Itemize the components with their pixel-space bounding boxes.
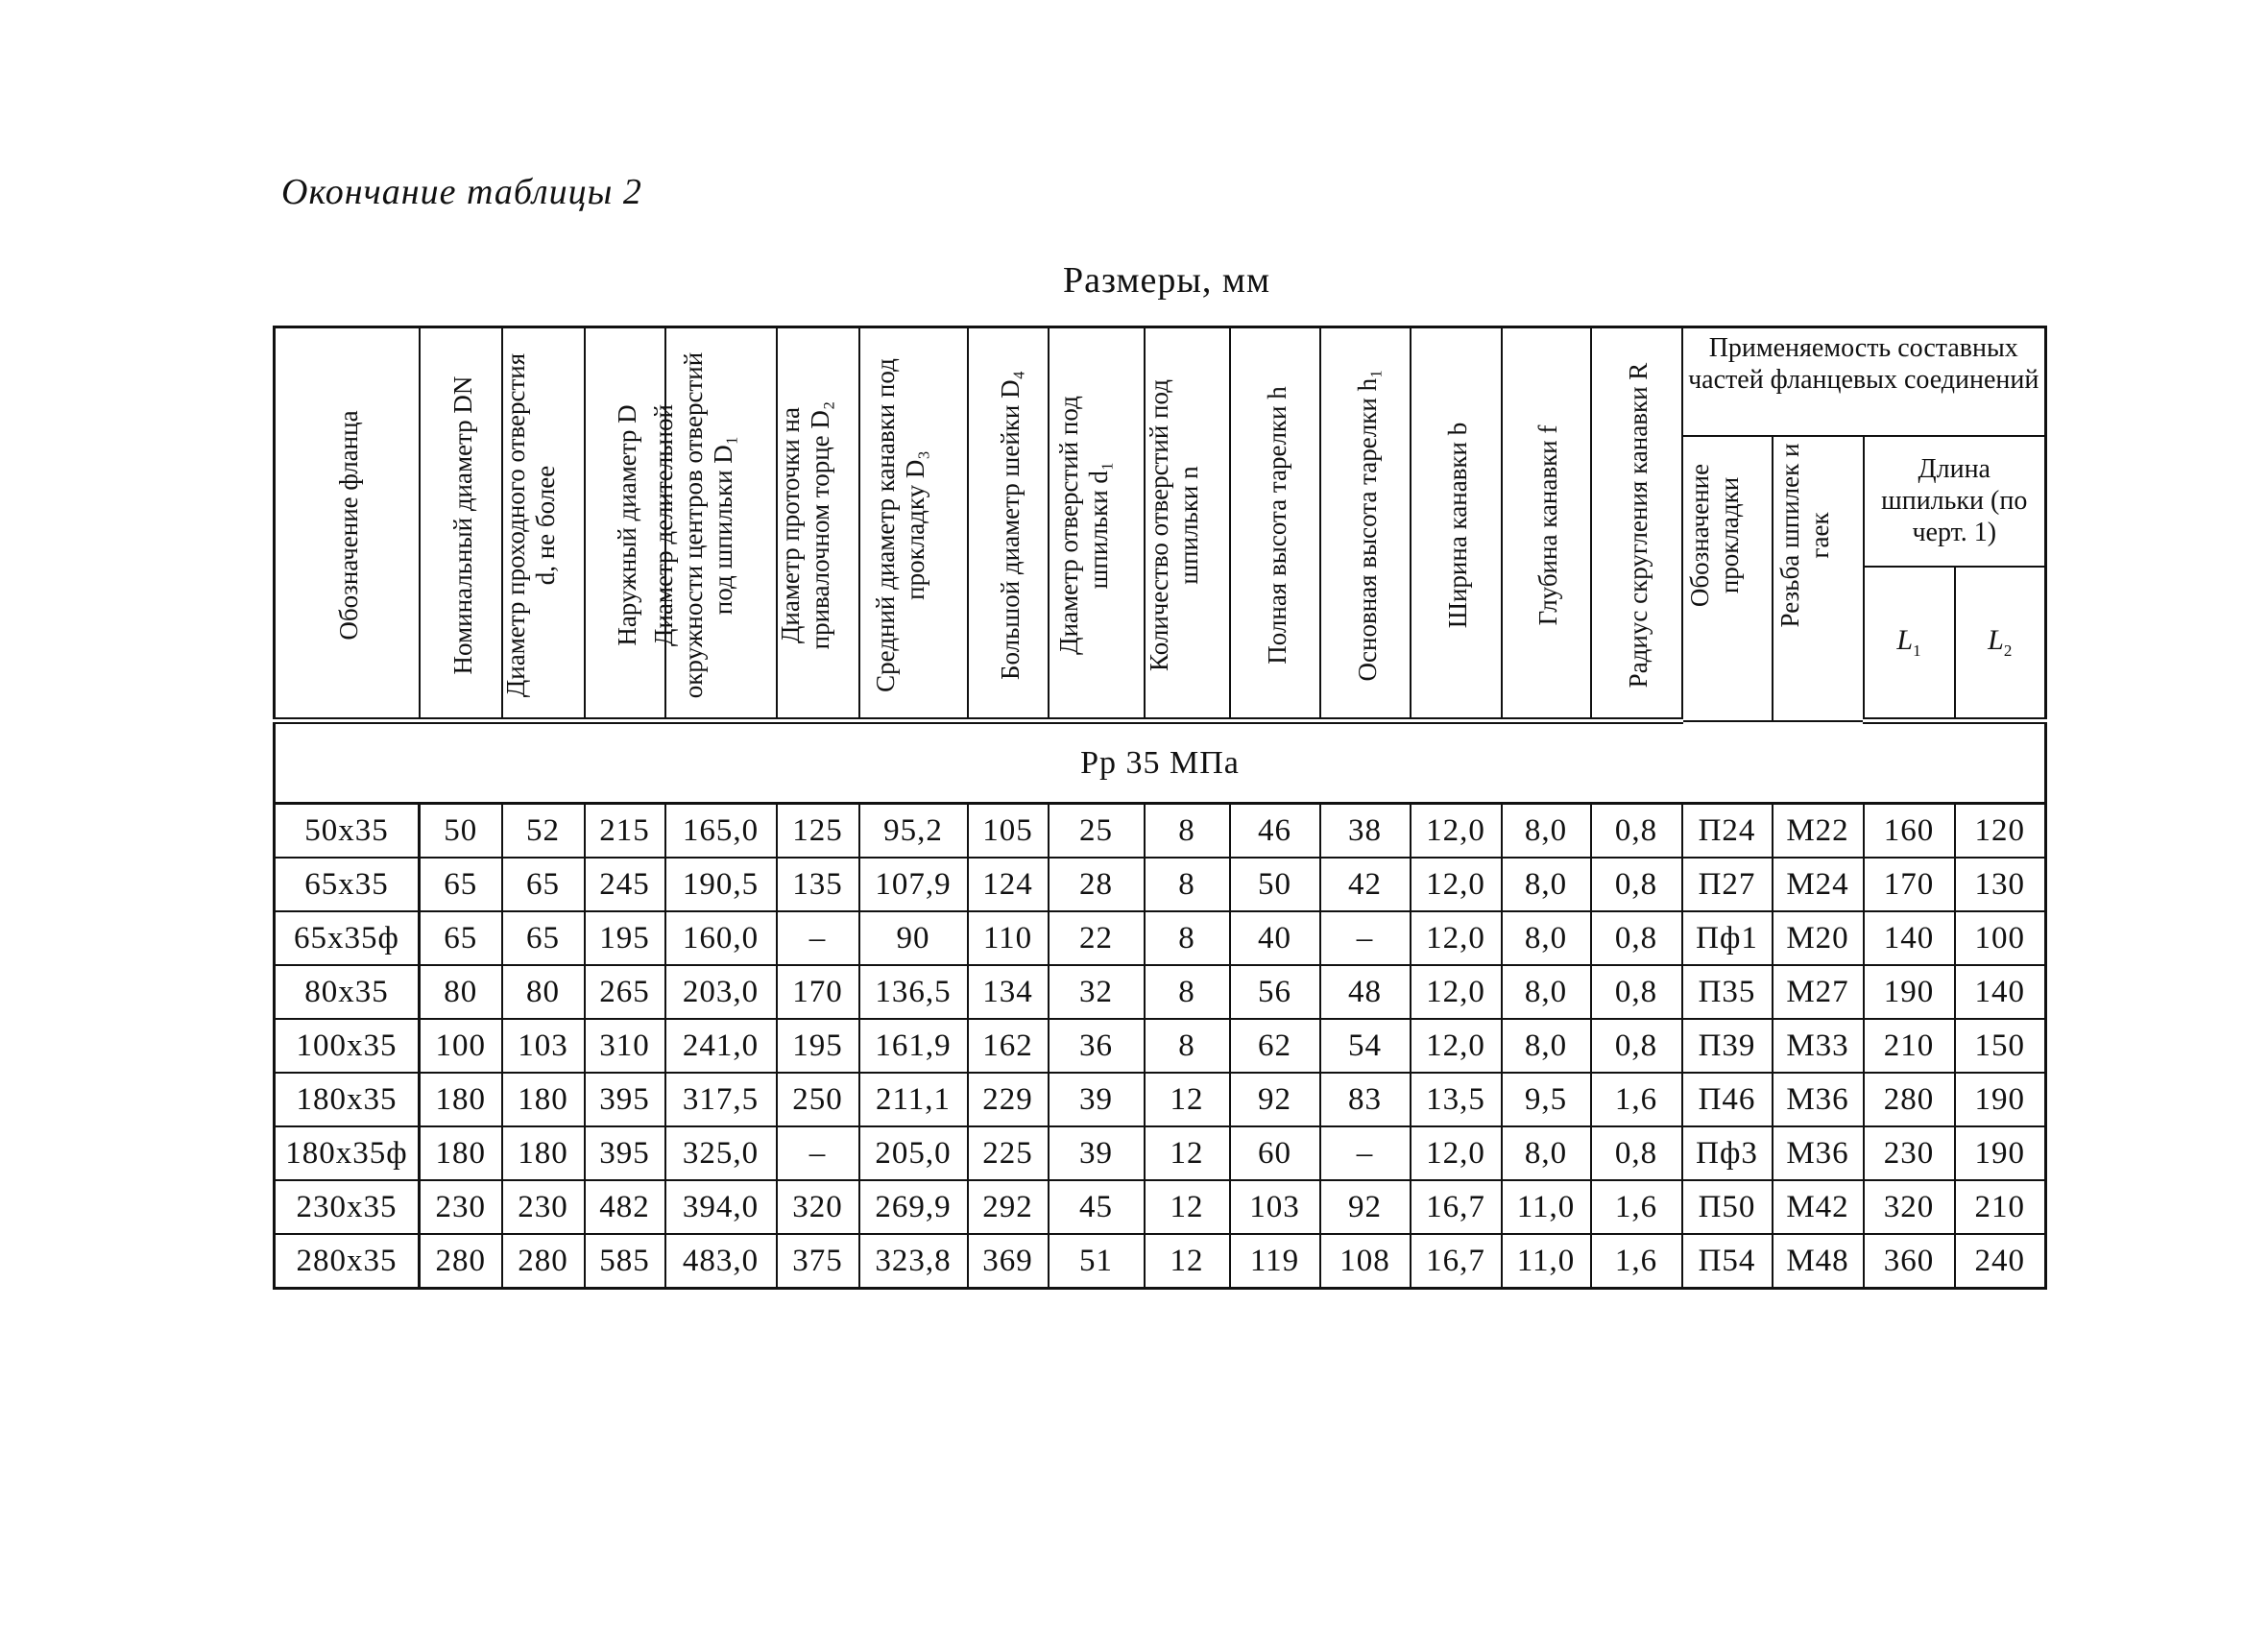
table-cell: 103 bbox=[502, 1019, 585, 1073]
table-cell: 8,0 bbox=[1502, 911, 1591, 965]
table-cell: 482 bbox=[585, 1180, 665, 1234]
table-cell: 22 bbox=[1049, 911, 1145, 965]
table-cell: 8 bbox=[1145, 804, 1230, 859]
table-cell: 8,0 bbox=[1502, 1019, 1591, 1073]
table-cell: 51 bbox=[1049, 1234, 1145, 1289]
table-cell: 195 bbox=[585, 911, 665, 965]
table-cell: 280 bbox=[1864, 1073, 1955, 1126]
table-cell: 103 bbox=[1230, 1180, 1320, 1234]
header-plate-full-height: Полная высота тарелки h bbox=[1230, 327, 1320, 721]
table-cell: 210 bbox=[1864, 1019, 1955, 1073]
table-cell: 120 bbox=[1955, 804, 2046, 859]
table-cell: 483,0 bbox=[665, 1234, 777, 1289]
table-cell: 52 bbox=[502, 804, 585, 859]
table-cell: П39 bbox=[1682, 1019, 1773, 1073]
table-cell: 320 bbox=[777, 1180, 859, 1234]
table-cell: 265 bbox=[585, 965, 665, 1019]
flange-designation-cell: 80x35 bbox=[275, 965, 420, 1019]
table-cell: 310 bbox=[585, 1019, 665, 1073]
header-neck-diameter: Большой диаметр шейки D₄ bbox=[968, 327, 1049, 721]
header-l1: $L_1$ bbox=[1864, 567, 1955, 721]
table-cell: 65 bbox=[420, 911, 502, 965]
table-cell: М22 bbox=[1773, 804, 1864, 859]
flange-designation-cell: 100x35 bbox=[275, 1019, 420, 1073]
table-cell: 38 bbox=[1320, 804, 1411, 859]
table-cell: 16,7 bbox=[1411, 1234, 1502, 1289]
table-cell: 375 bbox=[777, 1234, 859, 1289]
flange-designation-cell: 65x35 bbox=[275, 858, 420, 911]
table-cell: 12,0 bbox=[1411, 965, 1502, 1019]
table-cell: 119 bbox=[1230, 1234, 1320, 1289]
table-row bbox=[275, 911, 2046, 965]
header-l2: $L_2$ bbox=[1955, 567, 2046, 721]
table-cell: 395 bbox=[585, 1126, 665, 1180]
table-cell: 230 bbox=[1864, 1126, 1955, 1180]
table-row bbox=[275, 1073, 2046, 1126]
table-cell: 42 bbox=[1320, 858, 1411, 911]
table-cell: 83 bbox=[1320, 1073, 1411, 1126]
table-cell: 280 bbox=[420, 1234, 502, 1289]
table-cell: 39 bbox=[1049, 1126, 1145, 1180]
table-cell: 9,5 bbox=[1502, 1073, 1591, 1126]
table-cell: 0,8 bbox=[1591, 965, 1682, 1019]
units-label: Размеры, мм bbox=[1062, 260, 1270, 301]
table-cell: 180 bbox=[502, 1073, 585, 1126]
header-dn: Номинальный диаметр DN bbox=[420, 327, 502, 721]
header-groove-radius: Радиус скругления канавки R bbox=[1591, 327, 1682, 721]
table-cell: 323,8 bbox=[859, 1234, 968, 1289]
flange-designation-cell: 50x35 bbox=[275, 804, 420, 859]
table-cell: 54 bbox=[1320, 1019, 1411, 1073]
table-cell: 12,0 bbox=[1411, 858, 1502, 911]
table-cell: 40 bbox=[1230, 911, 1320, 965]
table-cell: 1,6 bbox=[1591, 1073, 1682, 1126]
table-cell: 12,0 bbox=[1411, 1019, 1502, 1073]
table-cell: 100 bbox=[420, 1019, 502, 1073]
table-cell: 62 bbox=[1230, 1019, 1320, 1073]
table-cell: П50 bbox=[1682, 1180, 1773, 1234]
table-cell: 50 bbox=[1230, 858, 1320, 911]
table-cell: 394,0 bbox=[665, 1180, 777, 1234]
table-cell: – bbox=[777, 1126, 859, 1180]
table-cell: 150 bbox=[1955, 1019, 2046, 1073]
table-cell: 65 bbox=[420, 858, 502, 911]
table-cell: 80 bbox=[502, 965, 585, 1019]
table-cell: 203,0 bbox=[665, 965, 777, 1019]
table-cell: 56 bbox=[1230, 965, 1320, 1019]
table-cell: 230 bbox=[502, 1180, 585, 1234]
table-cell: 190 bbox=[1955, 1126, 2046, 1180]
table-cell: 8 bbox=[1145, 858, 1230, 911]
table-cell: 60 bbox=[1230, 1126, 1320, 1180]
table-cell: 160 bbox=[1864, 804, 1955, 859]
table-row bbox=[275, 1019, 2046, 1073]
table-cell: 136,5 bbox=[859, 965, 968, 1019]
table-cell: 8 bbox=[1145, 911, 1230, 965]
table-cell: 180 bbox=[420, 1126, 502, 1180]
table-cell: 92 bbox=[1320, 1180, 1411, 1234]
table-cell: 1,6 bbox=[1591, 1180, 1682, 1234]
table-cell: – bbox=[1320, 1126, 1411, 1180]
table-cell: 170 bbox=[1864, 858, 1955, 911]
table-cell: 11,0 bbox=[1502, 1234, 1591, 1289]
table-row bbox=[275, 858, 2046, 911]
table-cell: 0,8 bbox=[1591, 1019, 1682, 1073]
table-cell: 107,9 bbox=[859, 858, 968, 911]
table-row bbox=[275, 804, 2046, 859]
header-bolt-length: Длина шпильки (по черт. 1) bbox=[1864, 436, 2046, 567]
header-plate-base-height: Основная высота тарелки h₁ bbox=[1320, 327, 1411, 721]
table-cell: 36 bbox=[1049, 1019, 1145, 1073]
table-cell: М48 bbox=[1773, 1234, 1864, 1289]
table-cell: 250 bbox=[777, 1073, 859, 1126]
table-cell: 12 bbox=[1145, 1180, 1230, 1234]
table-cell: 92 bbox=[1230, 1073, 1320, 1126]
table-cell: П35 bbox=[1682, 965, 1773, 1019]
table-row bbox=[275, 1180, 2046, 1234]
table-cell: 195 bbox=[777, 1019, 859, 1073]
table-cell: 292 bbox=[968, 1180, 1049, 1234]
table-cell: 1,6 bbox=[1591, 1234, 1682, 1289]
table-cell: 585 bbox=[585, 1234, 665, 1289]
table-cell: П54 bbox=[1682, 1234, 1773, 1289]
flange-designation-cell: 280x35 bbox=[275, 1234, 420, 1289]
header-applicability: Применяемость составных частей фланцевых соединений bbox=[1682, 327, 2046, 436]
table-cell: 13,5 bbox=[1411, 1073, 1502, 1126]
table-cell: 12 bbox=[1145, 1126, 1230, 1180]
table-cell: 134 bbox=[968, 965, 1049, 1019]
table-cell: Пф1 bbox=[1682, 911, 1773, 965]
table-cell: 165,0 bbox=[665, 804, 777, 859]
table-cell: 269,9 bbox=[859, 1180, 968, 1234]
table-cell: 12 bbox=[1145, 1234, 1230, 1289]
table-cell: 161,9 bbox=[859, 1019, 968, 1073]
section-pressure-class: Рр 35 МПа bbox=[275, 721, 2046, 804]
table-cell: 135 bbox=[777, 858, 859, 911]
table-cell: 12,0 bbox=[1411, 804, 1502, 859]
table-cell: 8,0 bbox=[1502, 1126, 1591, 1180]
table-cell: 50 bbox=[420, 804, 502, 859]
table-cell: 0,8 bbox=[1591, 911, 1682, 965]
flange-designation-cell: 180x35ф bbox=[275, 1126, 420, 1180]
header-groove-depth: Глубина канавки f bbox=[1502, 327, 1591, 721]
table-cell: 180 bbox=[420, 1073, 502, 1126]
header-designation: Обозначение фланца bbox=[275, 327, 420, 721]
table-cell: 205,0 bbox=[859, 1126, 968, 1180]
table-row bbox=[275, 965, 2046, 1019]
table-cell: 16,7 bbox=[1411, 1180, 1502, 1234]
table-cell: 8,0 bbox=[1502, 858, 1591, 911]
table-cell: 65 bbox=[502, 858, 585, 911]
header-thread: Резьба шпилек и гаек bbox=[1773, 436, 1864, 721]
flange-dimensions-table bbox=[273, 326, 2047, 1290]
table-cell: 180 bbox=[502, 1126, 585, 1180]
table-cell: 190 bbox=[1864, 965, 1955, 1019]
table-cell: 25 bbox=[1049, 804, 1145, 859]
table-cell: М36 bbox=[1773, 1126, 1864, 1180]
table-cell: 190,5 bbox=[665, 858, 777, 911]
table-cell: 124 bbox=[968, 858, 1049, 911]
header-groove-mean-diameter: Средний диаметр канавки под прокладку D₃ bbox=[859, 327, 968, 721]
table-cell: 170 bbox=[777, 965, 859, 1019]
table-row bbox=[275, 1234, 2046, 1289]
table-cell: – bbox=[1320, 911, 1411, 965]
table-cell: 39 bbox=[1049, 1073, 1145, 1126]
table-cell: 211,1 bbox=[859, 1073, 968, 1126]
table-cell: 210 bbox=[1955, 1180, 2046, 1234]
table-cell: 100 bbox=[1955, 911, 2046, 965]
flange-designation-cell: 65x35ф bbox=[275, 911, 420, 965]
header-gasket: Обозначение прокладки bbox=[1682, 436, 1773, 721]
table-cell: 320 bbox=[1864, 1180, 1955, 1234]
table-cell: 80 bbox=[420, 965, 502, 1019]
table-cell: 108 bbox=[1320, 1234, 1411, 1289]
table-cell: М42 bbox=[1773, 1180, 1864, 1234]
table-cell: 105 bbox=[968, 804, 1049, 859]
table-row bbox=[275, 1126, 2046, 1180]
table-cell: 0,8 bbox=[1591, 858, 1682, 911]
table-cell: 162 bbox=[968, 1019, 1049, 1073]
table-cell: 215 bbox=[585, 804, 665, 859]
table-cell: П46 bbox=[1682, 1073, 1773, 1126]
table-cell: 140 bbox=[1864, 911, 1955, 965]
table-cell: 317,5 bbox=[665, 1073, 777, 1126]
header-bore-diameter: Диаметр проходного отверстия d, не более bbox=[502, 327, 585, 721]
table-cell: П24 bbox=[1682, 804, 1773, 859]
table-cell: 230 bbox=[420, 1180, 502, 1234]
table-cell: 12,0 bbox=[1411, 1126, 1502, 1180]
header-groove-width: Ширина канавки b bbox=[1411, 327, 1502, 721]
table-cell: 229 bbox=[968, 1073, 1049, 1126]
table-cell: 190 bbox=[1955, 1073, 2046, 1126]
table-cell: М36 bbox=[1773, 1073, 1864, 1126]
table-cell: 45 bbox=[1049, 1180, 1145, 1234]
table-cell: 8 bbox=[1145, 1019, 1230, 1073]
table-cell: 395 bbox=[585, 1073, 665, 1126]
table-cell: П27 bbox=[1682, 858, 1773, 911]
table-cell: 90 bbox=[859, 911, 968, 965]
table-cell: 8,0 bbox=[1502, 804, 1591, 859]
table-cell: М24 bbox=[1773, 858, 1864, 911]
table-cell: 241,0 bbox=[665, 1019, 777, 1073]
table-cell: М27 bbox=[1773, 965, 1864, 1019]
table-cell: 32 bbox=[1049, 965, 1145, 1019]
table-cell: 110 bbox=[968, 911, 1049, 965]
flange-designation-cell: 180x35 bbox=[275, 1073, 420, 1126]
table-cell: 280 bbox=[502, 1234, 585, 1289]
table-cell: 140 bbox=[1955, 965, 2046, 1019]
header-bolt-circle-diameter: Диаметр делительной окружности центров отверстий под шпильки D₁ bbox=[665, 327, 777, 721]
table-cell: 8 bbox=[1145, 965, 1230, 1019]
table-cell: М20 bbox=[1773, 911, 1864, 965]
table-cell: 28 bbox=[1049, 858, 1145, 911]
table-cell: 369 bbox=[968, 1234, 1049, 1289]
table-cell: 130 bbox=[1955, 858, 2046, 911]
table-cell: 360 bbox=[1864, 1234, 1955, 1289]
table-cell: 8,0 bbox=[1502, 965, 1591, 1019]
table-cell: 95,2 bbox=[859, 804, 968, 859]
table-cell: 125 bbox=[777, 804, 859, 859]
table-cell: 0,8 bbox=[1591, 804, 1682, 859]
table-cell: Пф3 bbox=[1682, 1126, 1773, 1180]
table-cell: 11,0 bbox=[1502, 1180, 1591, 1234]
table-cell: 65 bbox=[502, 911, 585, 965]
table-cell: 160,0 bbox=[665, 911, 777, 965]
flange-designation-cell: 230x35 bbox=[275, 1180, 420, 1234]
header-bolt-hole-diameter: Диаметр отверстий под шпильки d₁ bbox=[1049, 327, 1145, 721]
table-cell: 325,0 bbox=[665, 1126, 777, 1180]
table-cell: 0,8 bbox=[1591, 1126, 1682, 1180]
table-cell: 245 bbox=[585, 858, 665, 911]
table-cell: 12,0 bbox=[1411, 911, 1502, 965]
header-bolt-hole-count: Количество отверстий под шпильки n bbox=[1145, 327, 1230, 721]
header-recess-diameter: Диаметр проточки на привалочном торце D₂ bbox=[777, 327, 859, 721]
table-caption: Окончание таблицы 2 bbox=[281, 172, 642, 212]
table-cell: М33 bbox=[1773, 1019, 1864, 1073]
header-outer-diameter: Наружный диаметр D bbox=[585, 327, 665, 721]
table-cell: 48 bbox=[1320, 965, 1411, 1019]
table-cell: 46 bbox=[1230, 804, 1320, 859]
table-cell: 240 bbox=[1955, 1234, 2046, 1289]
table-cell: 225 bbox=[968, 1126, 1049, 1180]
table-cell: – bbox=[777, 911, 859, 965]
table-cell: 12 bbox=[1145, 1073, 1230, 1126]
